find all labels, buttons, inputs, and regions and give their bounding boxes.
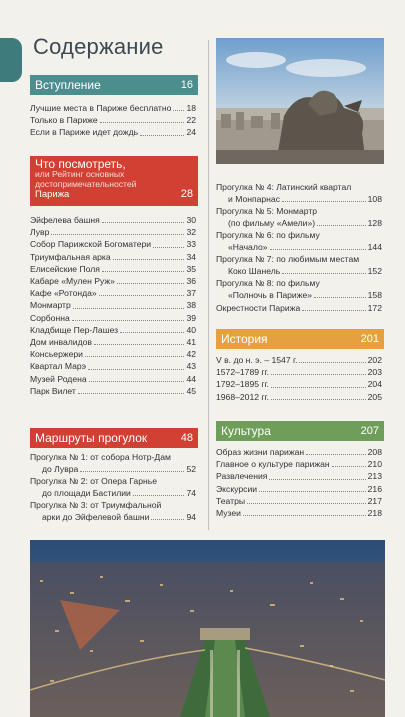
toc-entry-label: Кладбище Пер-Лашез <box>30 324 119 335</box>
culture-list <box>216 446 382 519</box>
toc-entry[interactable] <box>30 312 196 324</box>
toc-entry[interactable] <box>30 452 196 475</box>
toc-entry-page: 18 <box>186 103 196 113</box>
sights-list <box>30 214 196 397</box>
toc-entry-page: 204 <box>367 379 382 390</box>
toc-entry-label: Образ жизни парижан <box>216 447 305 457</box>
toc-entry-line2 <box>30 464 196 476</box>
toc-entry-label: Театры <box>216 495 246 506</box>
toc-entry[interactable] <box>216 206 382 229</box>
toc-entry[interactable] <box>216 446 382 458</box>
leader-dots <box>94 344 184 345</box>
toc-entry[interactable] <box>30 287 196 299</box>
section-page: 16 <box>180 79 193 91</box>
toc-entry-label: 1792–1895 гг. <box>216 379 270 390</box>
toc-entry-label: Парк Вилет <box>30 385 76 396</box>
section-title: История <box>221 332 268 346</box>
leader-dots <box>271 374 366 375</box>
toc-entry-page: 152 <box>367 265 382 276</box>
leader-dots <box>314 297 366 298</box>
toc-entry-line2 <box>216 218 382 230</box>
toc-entry[interactable] <box>30 500 196 523</box>
toc-entry-page: 108 <box>367 193 382 204</box>
toc-entry[interactable] <box>216 458 382 470</box>
section-title: Культура <box>221 424 271 438</box>
toc-entry-label: Триумфальная арка <box>30 251 111 262</box>
toc-entry-page: 40 <box>186 324 196 335</box>
toc-entry-label: Собор Парижской Богоматери <box>30 239 152 250</box>
toc-entry[interactable] <box>30 336 196 348</box>
toc-entry-label: Прогулка № 3: от Триумфальной <box>30 500 162 510</box>
toc-entry[interactable] <box>216 278 382 301</box>
toc-entry-page: 24 <box>186 127 196 138</box>
toc-entry[interactable] <box>30 263 196 275</box>
toc-entry-label: Окрестности Парижа <box>216 303 301 313</box>
section-page: 28 <box>180 188 193 200</box>
toc-entry-page: 22 <box>186 115 196 126</box>
leader-dots <box>99 295 185 296</box>
leader-dots <box>120 332 184 333</box>
toc-entry-label: Прогулка № 8: по фильму <box>216 278 320 288</box>
toc-entry-page: 44 <box>186 373 196 384</box>
toc-entry-page: 37 <box>186 288 196 299</box>
page-title: Содержание <box>33 34 164 59</box>
toc-entry[interactable] <box>216 302 382 314</box>
toc-entry-label: Музей Родена <box>30 373 87 384</box>
toc-entry-label: Прогулка № 1: от собора Нотр-Дам <box>30 452 171 462</box>
section-header-sights[interactable] <box>30 156 198 206</box>
toc-entry-label: Консьержери <box>30 349 83 360</box>
toc-entry-label: Прогулка № 4: Латинский квартал <box>216 182 352 192</box>
toc-entry-page: 35 <box>186 263 196 274</box>
leader-dots <box>299 362 365 363</box>
toc-entry[interactable] <box>216 182 382 205</box>
leader-dots <box>80 471 184 472</box>
toc-entry-label: Кафе «Ротонда» <box>30 288 97 299</box>
toc-entry[interactable] <box>216 378 382 390</box>
section-subtitle: или Рейтинг основных <box>35 169 125 179</box>
leader-dots <box>247 503 366 504</box>
toc-entry[interactable] <box>216 483 382 495</box>
column-divider <box>208 40 209 530</box>
toc-entry-page: 217 <box>367 495 382 506</box>
leader-dots <box>302 310 365 311</box>
toc-entry-label: Прогулка № 5: Монмартр <box>216 206 318 216</box>
toc-entry-page: 36 <box>186 276 196 287</box>
toc-entry[interactable] <box>216 354 382 366</box>
toc-entry[interactable] <box>30 102 196 114</box>
toc-entry-page: 30 <box>186 215 196 225</box>
leader-dots <box>102 271 185 272</box>
leader-dots <box>51 234 184 235</box>
section-header-intro[interactable] <box>30 75 198 95</box>
leader-dots <box>282 273 365 274</box>
toc-entry-line2 <box>30 512 196 524</box>
toc-entry-label: Кабаре «Мулен Руж» <box>30 276 115 287</box>
toc-entry-page: 172 <box>367 303 382 313</box>
toc-entry-label: Экскурсии <box>216 483 258 494</box>
section-title: Маршруты прогулок <box>35 431 148 445</box>
paris-night-photo <box>30 540 385 717</box>
toc-entry-label: Развлечения <box>216 471 268 482</box>
toc-entry-label: и Монпарнас <box>228 193 281 204</box>
toc-entry-page: 203 <box>367 367 382 378</box>
leader-dots <box>269 479 365 480</box>
leader-dots <box>78 393 185 394</box>
toc-entry-label: Эйфелева башня <box>30 215 100 225</box>
toc-entry[interactable] <box>216 470 382 482</box>
toc-entry-line2 <box>216 266 382 278</box>
toc-entry-page: 33 <box>186 239 196 250</box>
section-title: Что посмотреть, <box>35 157 126 171</box>
toc-entry-page: 43 <box>186 361 196 372</box>
toc-entry[interactable] <box>30 275 196 287</box>
leader-dots <box>270 249 366 250</box>
toc-entry[interactable] <box>216 230 382 253</box>
chapter-tab <box>0 38 22 82</box>
toc-entry[interactable] <box>30 114 196 126</box>
toc-entry-label: «Полночь в Париже» <box>228 289 313 300</box>
leader-dots <box>151 519 184 520</box>
toc-entry-page: 158 <box>367 289 382 300</box>
toc-entry-label: «Начало» <box>228 241 268 252</box>
leader-dots <box>271 387 366 388</box>
leader-dots <box>100 122 185 123</box>
toc-entry-label: Музеи <box>216 508 241 519</box>
toc-entry-page: 144 <box>367 241 382 252</box>
toc-entry-label: Прогулка № 7: по любимым местам <box>216 254 360 264</box>
section-header-history[interactable] <box>216 329 384 349</box>
toc-entry[interactable] <box>30 251 196 263</box>
section-subtitle: Парижа <box>35 189 70 200</box>
section-page: 207 <box>360 425 379 437</box>
toc-entry-label: Квартал Марэ <box>30 361 87 372</box>
intro-list <box>30 102 196 139</box>
toc-entry[interactable] <box>30 348 196 360</box>
toc-entry-page: 32 <box>186 227 196 238</box>
leader-dots <box>282 201 366 202</box>
leader-dots <box>89 381 185 382</box>
leader-dots <box>153 247 184 248</box>
toc-entry-page: 210 <box>367 459 382 470</box>
toc-entry-page: 34 <box>186 251 196 262</box>
toc-entry[interactable] <box>30 226 196 238</box>
toc-entry[interactable] <box>30 324 196 336</box>
toc-entry[interactable] <box>216 254 382 277</box>
toc-entry-label: 1968–2012 гг. <box>216 391 270 402</box>
walks-continued-list <box>216 181 382 314</box>
leader-dots <box>102 222 185 223</box>
toc-entry[interactable] <box>30 238 196 250</box>
toc-entry[interactable] <box>216 391 382 403</box>
toc-entry[interactable] <box>30 126 196 138</box>
toc-entry[interactable] <box>30 373 196 385</box>
toc-entry-page: 39 <box>186 312 196 323</box>
toc-entry-page: 41 <box>186 337 196 348</box>
toc-entry-page: 52 <box>186 463 196 474</box>
toc-entry-label: Лучшие места в Париже бесплатно <box>30 103 172 113</box>
toc-entry[interactable] <box>216 507 382 519</box>
toc-entry-label: Монмартр <box>30 300 71 311</box>
toc-entry-label: Если в Париже идет дождь <box>30 127 139 138</box>
toc-entry-label: Лувр <box>30 227 50 238</box>
section-header-culture[interactable] <box>216 421 384 441</box>
toc-entry-page: 38 <box>186 300 196 311</box>
leader-dots <box>271 399 366 400</box>
toc-entry-line2 <box>216 194 382 206</box>
toc-entry-label: Дом инвалидов <box>30 337 92 348</box>
toc-entry[interactable] <box>30 385 196 397</box>
leader-dots <box>117 283 184 284</box>
toc-entry-line2 <box>30 488 196 500</box>
toc-entry[interactable] <box>30 299 196 311</box>
leader-dots <box>259 491 366 492</box>
toc-entry-label: Прогулка № 6: по фильму <box>216 230 320 240</box>
toc-entry-page: 42 <box>186 349 196 360</box>
leader-dots <box>243 515 366 516</box>
toc-entry-label: Елисейские Поля <box>30 263 100 274</box>
toc-entry[interactable] <box>216 495 382 507</box>
leader-dots <box>85 356 184 357</box>
toc-entry-page: 74 <box>186 487 196 498</box>
toc-entry[interactable] <box>216 366 382 378</box>
toc-entry-page: 202 <box>367 355 382 365</box>
section-title: Вступление <box>35 78 101 92</box>
toc-entry-label: (по фильму «Амели») <box>228 217 316 228</box>
walks-list <box>30 451 196 523</box>
toc-entry[interactable] <box>30 214 196 226</box>
toc-entry-page: 208 <box>367 447 382 457</box>
leader-dots <box>113 259 185 260</box>
toc-entry-line2 <box>216 290 382 302</box>
toc-entry-label: до площади Бастилии <box>42 487 131 498</box>
history-list <box>216 354 382 403</box>
toc-entry-label: Только в Париже <box>30 115 98 126</box>
leader-dots <box>133 495 185 496</box>
toc-entry-page: 218 <box>367 508 382 519</box>
toc-entry-label: арки до Эйфелевой башни <box>42 511 150 522</box>
toc-entry-page: 205 <box>367 391 382 402</box>
leader-dots <box>72 320 185 321</box>
section-header-walks[interactable] <box>30 428 198 448</box>
leader-dots <box>317 225 366 226</box>
toc-entry-label: Прогулка № 2: от Опера Гарнье <box>30 476 157 486</box>
leader-dots <box>73 308 185 309</box>
section-page: 201 <box>360 333 379 345</box>
leader-dots <box>332 466 366 467</box>
toc-entry-label: Сорбонна <box>30 312 70 323</box>
leader-dots <box>306 454 366 455</box>
gargoyle-photo <box>216 38 384 164</box>
toc-entry-label: до Лувра <box>42 463 79 474</box>
toc-entry[interactable] <box>30 360 196 372</box>
toc-entry-page: 213 <box>367 471 382 482</box>
toc-entry-page: 94 <box>186 511 196 522</box>
toc-entry-page: 216 <box>367 483 382 494</box>
leader-dots <box>88 369 184 370</box>
toc-entry-label: 1572–1789 гг. <box>216 367 270 378</box>
section-subtitle: достопримечательностей <box>35 178 137 189</box>
leader-dots <box>140 135 184 136</box>
toc-entry-label: Главное о культуре парижан <box>216 459 330 470</box>
toc-entry-line2 <box>216 242 382 254</box>
toc-entry-label: Коко Шанель <box>228 265 281 276</box>
leader-dots <box>173 110 184 111</box>
toc-entry-page: 45 <box>186 385 196 396</box>
toc-entry-label: V в. до н. э. – 1547 г. <box>216 355 298 365</box>
section-page: 48 <box>180 432 193 444</box>
toc-entry-page: 128 <box>367 217 382 228</box>
toc-entry[interactable] <box>30 476 196 499</box>
